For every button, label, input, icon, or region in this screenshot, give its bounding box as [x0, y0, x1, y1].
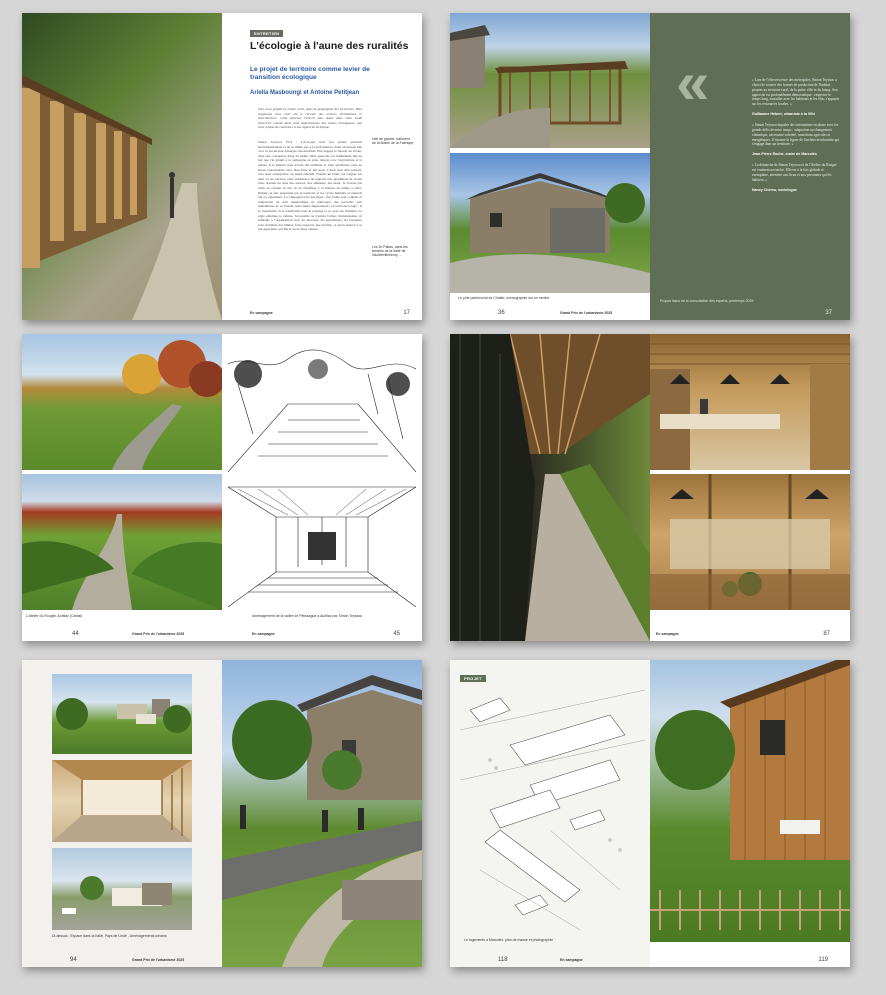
grass-path-drawing — [22, 334, 222, 470]
section-tag: ENTRETIEN — [250, 30, 283, 37]
quote-author: Guillaume Hébert, urbaniste à la Ville — [752, 112, 816, 117]
photo-office-interior-1 — [650, 334, 850, 470]
article-title: L'écologie à l'aune des ruralités — [250, 40, 409, 52]
grass-mounds-drawing — [22, 474, 222, 610]
spread-1-right-page — [222, 13, 422, 320]
quote-text: « Lors de l'effervescence des métropoles, Simon Teyssou a choisi de trouver des formes de production de l'habitat propres au territoire rural, de la petite ville et du bourg. Son approche est profondément démocratique : respecter le temps long, travailler avec les habitants et les élus, s'appuyer sur les ressources locales. » — [752, 78, 840, 107]
spread-3-right-page — [222, 334, 422, 641]
photo-wooden-house-garden — [650, 660, 850, 942]
quote-mark-icon: « — [676, 49, 710, 116]
spread-5-right-page — [222, 660, 422, 967]
photo-stone-house — [450, 153, 650, 293]
office-interior-1-drawing — [650, 334, 850, 470]
photo-village-street — [52, 848, 192, 930]
photo-village-hill — [52, 674, 192, 754]
spread-4-left-page — [450, 334, 650, 641]
running-footer: En campagne — [250, 311, 273, 315]
spread-6-right-page — [650, 660, 850, 967]
village-street-drawing — [52, 848, 192, 930]
office-interior-2-drawing — [650, 474, 850, 610]
wooden-house-drawing — [650, 660, 850, 942]
quote-author: Nancy Chemu, sociologue — [752, 187, 797, 192]
page-number-left: 36 — [498, 310, 505, 316]
photo-wooden-hall — [22, 13, 222, 320]
sketch-stone-steps — [228, 344, 416, 472]
running-footer: Grand Prix de l'urbanisme 2025 — [132, 958, 185, 962]
article-authors: Ariella Masboungi et Antoine Petitjean — [250, 90, 360, 96]
spread-2-left-page — [450, 13, 650, 320]
photo-glass-gallery — [450, 334, 650, 641]
spread-6 — [450, 660, 850, 967]
spread-3 — [22, 334, 422, 641]
spread-1-left-page — [22, 13, 222, 320]
sketch-wooden-pavilion — [228, 477, 416, 607]
caption-left: L'Atelier du Rouget, Aurillac (Cantal) — [26, 614, 83, 618]
sidenote-1: Hall de gravier, bâtiment de la Mairie de la Fabrique — [372, 137, 414, 146]
page-number-left: 118 — [498, 957, 508, 963]
spread-5 — [22, 660, 422, 967]
page-number-right: 87 — [823, 631, 830, 637]
page-number-left: 44 — [72, 631, 79, 637]
quotes-column — [752, 78, 840, 199]
village-hill-drawing — [52, 674, 192, 754]
village-drawing — [450, 13, 650, 148]
quotes-footnote: Propos issus de la consultation des experts, printemps 2025 — [660, 299, 754, 303]
page-number: 17 — [403, 310, 410, 316]
section-tag: PROJET — [460, 675, 486, 682]
running-footer: En campagne — [656, 632, 679, 636]
running-footer-right: En campagne — [252, 632, 275, 636]
caption-left: Le pôle patrimonial de Chalier, scénographie sur un sentier — [458, 296, 550, 300]
page-number-left: 94 — [70, 957, 77, 963]
quote-text: « La démarche de Simon Teyssou et de l'Atelier du Rouget est vraiment novatrice. Elle est à la fois globale et exemplaire, attentive aux lieux et aux personnes qui les habitent. » — [752, 163, 837, 182]
caption-right: Aménagement de la vallée de Pélissague à Aurillac par Simon Teyssou — [252, 614, 363, 618]
spread-1 — [22, 13, 422, 320]
running-footer: Grand Prix de l'urbanisme 2025 — [132, 632, 185, 636]
page-number-right: 37 — [825, 310, 832, 316]
axonometric-site-plan — [460, 690, 645, 930]
photo-grass-path-autumn — [22, 334, 222, 470]
site-plan-drawing — [460, 690, 645, 930]
sidenote-2: Les Dr Pallas, dans les terrains de la halle de Vaudrevillehenry ... — [372, 245, 408, 258]
spread-4-right-page — [650, 334, 850, 641]
spread-4 — [450, 334, 850, 641]
page-number-right: 45 — [393, 631, 400, 637]
street-pedestrians-drawing — [222, 660, 422, 967]
photo-wood-structure-village — [450, 13, 650, 148]
article-body: Simon Teyssou (ST) : L'écologie n'est pas qu'une question environnementale et ne se limite pas à la performance d'une enveloppe liée ou à la production d'énergie renouvelable. Elle engage le monde du vivant, dans une conception large du terme. Mon approche est intimement liée au fait que j'ai grandi à la campagne en prise directe avec l'agriculture et la nature. À la maison nous avions des animaux et, bien qu'enfants, nous en étions responsables avec mon frère et ma sœur. C'était pour mes parents, tous deux enseignants, un enjeu éducatif. Nourrir les bêtes, les soigner, les tenir ou les enclore, celle expérience de rapports très quotidiens au vivant nous donnait un sens des saisons, des éléments, des lieux. Je n'avais pas d'eau au robinet en été, ni de chauffage à la maison de temps à autre. Depuis, je suis passionné par le territoire et les cycles humains et naturels qui s'y expriment. La campagne n'est pas figée : des forêts sont coupées et remplacent ou sont transformées en pâturages, des parcelles sont remembrées et, se faisant, leurs haies disparaissent. Ce territoire bouge ; il se transforme. Il se transforme dans le paysage et ce, avec les hommes. La règle enferme, la culture, l'économie ou d'autres formes d'urbanisation. Je réfléchis à l'organisation avec les éleveurs, les agriculteurs, les forestiers pour stabiliser des limites, faire respecter une ruralité, ce qu'on réserve à ce qui appartient, qui fait le socle d'une culture. — [258, 140, 362, 232]
spread-2-right-page — [650, 13, 850, 320]
hall-interior-drawing — [52, 760, 192, 842]
page-number-right: 119 — [818, 957, 828, 963]
wooden-hall-drawing — [22, 13, 222, 320]
stone-house-drawing — [450, 153, 650, 293]
running-footer: Grand Prix de l'urbanisme 2025 — [560, 311, 613, 315]
glass-gallery-drawing — [450, 334, 650, 641]
spread-2 — [450, 13, 850, 320]
quote-author: Jean-Pierre Roche, maire de Marcolès — [752, 152, 817, 157]
spread-5-left-page — [22, 660, 222, 967]
caption-left: Le logements à Marcolès, plan de masse et photographie — [464, 938, 554, 942]
photo-office-interior-2 — [650, 474, 850, 610]
article-subtitle: Le projet de territoire comme levier de transition écologique — [250, 66, 370, 81]
running-footer: En campagne — [560, 958, 583, 962]
photo-grass-mounds — [22, 474, 222, 610]
stone-steps-sketch — [228, 344, 416, 472]
photo-hall-interior — [52, 760, 192, 842]
photo-street-pedestrians — [222, 660, 422, 967]
spread-3-left-page — [22, 334, 222, 641]
caption-left: Di-dessus : Espace dans la halle, Pays de Lindé - Aménagements urbains — [52, 934, 167, 938]
spread-6-left-page — [450, 660, 650, 967]
quote-text: « Simon Teyssou impulse des orientations en phase avec les grands défis de notre temps : adaptation au changement climatique, nécessaire sobriété, transitions agricoles et énergétiques. Il incarne la figure de l'architecte-urbaniste qui s'engage dans un territoire. » — [752, 123, 840, 147]
pavilion-sketch — [228, 477, 416, 607]
article-intro: Vous avez grandi en milieu rural, dans la géographie des territoires. Bien longtemps vous avez été à l'écoute des acteurs d'urbanisme et d'architecture. Cette entrevue s'inscrit sans doute dans votre mode d'exercice comme dans votre appréhension des enjeux écologiques, que vous refusez de cantonner à une approche technique. — [258, 107, 362, 130]
